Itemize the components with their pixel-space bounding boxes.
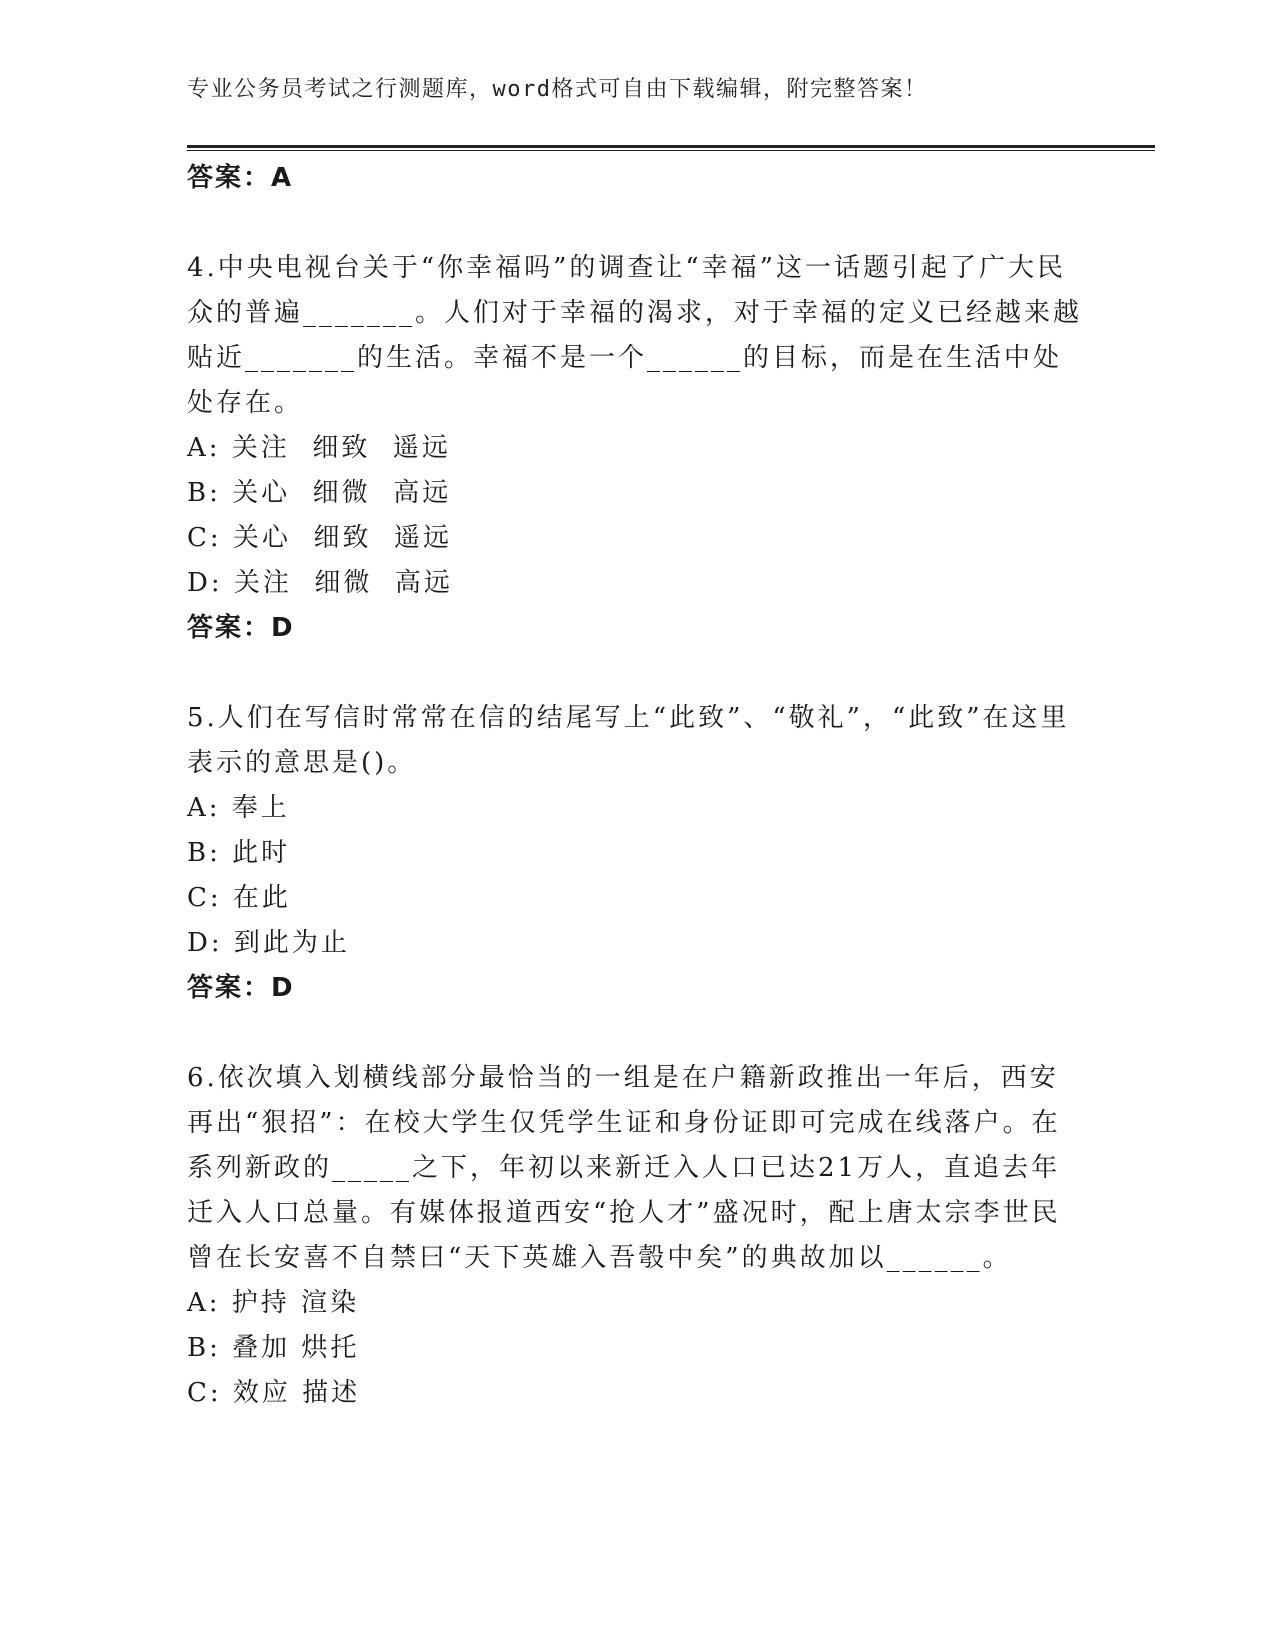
option-b: B: 此时: [187, 838, 291, 868]
question-4: [187, 246, 1087, 651]
question-5: [187, 696, 1087, 1011]
option-a: A: 护持 渲染: [187, 1288, 360, 1318]
header-rule-thick: [187, 145, 1155, 148]
question-stem: 4.中央电视台关于“你幸福吗”的调查让“幸福”这一话题引起了广大民众的普遍_______。人们对于幸福的渴求，对于幸福的定义已经越来越贴近_______的生活。幸福不是一个______的目标，而是在生活中处处存在。: [187, 253, 1083, 418]
page-header: 专业公务员考试之行测题库，word格式可自由下载编辑，附完整答案！: [187, 77, 928, 102]
question-stem: 5.人们在写信时常常在信的结尾写上“此致”、“敬礼”，“此致”在这里表示的意思是()。: [187, 703, 1070, 778]
option-a: A: 奉上: [187, 793, 290, 823]
option-d: D: 到此为止: [187, 928, 350, 958]
option-c: C: 关心 细致 遥远: [187, 523, 452, 553]
answer: 答案：D: [187, 973, 295, 1003]
question-6: [187, 1056, 1087, 1416]
option-c: C: 效应 描述: [187, 1378, 361, 1408]
option-c: C: 在此: [187, 883, 291, 913]
question-stem: 6.依次填入划横线部分最恰当的一组是在户籍新政推出一年后，西安再出“狠招”：在校大学生仅凭学生证和身份证即可完成在线落户。在系列新政的_____之下，年初以来新迁入人口已达21万人，直追去年迁入人口总量。有媒体报道西安“抢人才”盛况时，配上唐太宗李世民曾在长安喜不自禁曰“天下英雄入吾彀中矣”的典故加以______。: [187, 1063, 1061, 1273]
answer: 答案：D: [187, 613, 295, 643]
option-b: B: 关心 细微 高远: [187, 478, 452, 508]
answer-prev: 答案：A: [187, 163, 294, 193]
option-a: A: 关注 细致 遥远: [187, 433, 451, 463]
document-body: [187, 156, 1087, 1416]
option-d: D: 关注 细微 高远: [187, 568, 453, 598]
option-b: B: 叠加 烘托: [187, 1333, 360, 1363]
header-rule-thin: [187, 150, 1155, 151]
